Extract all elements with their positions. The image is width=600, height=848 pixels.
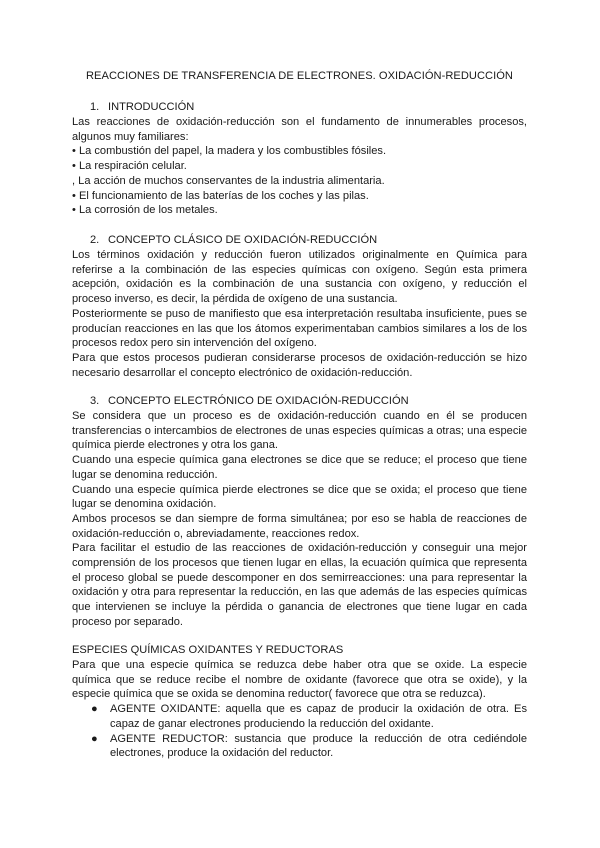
list-item: • El funcionamiento de las baterías de los coches y las pilas. [72, 189, 369, 202]
paragraph: Para que estos procesos pudieran considerarse procesos de oxidación-reducción se hizo necesario desarrollar el concepto electrónico de oxidación-reducción. [72, 351, 527, 379]
section-1-heading [90, 100, 194, 115]
section-1-title: INTRODUCCIÓN [108, 101, 195, 113]
paragraph: Posteriormente se puso de manifiesto que esa interpretación resultaba insuficiente, pues se producían reacciones en las que los átomos experimentaban cambios similares a los de los procesos redox pero sin intervención del oxígeno. [72, 307, 527, 350]
document-title: REACCIONES DE TRANSFERENCIA DE ELECTRONES. OXIDACIÓN-REDUCCIÓN [86, 70, 513, 82]
list-item [72, 732, 527, 761]
paragraph: Cuando una especie química gana electrones se dice que se reduce; el proceso que tiene lugar se denomina reducción. [72, 454, 527, 481]
section-2-title: CONCEPTO CLÁSICO DE OXIDACIÓN-REDUCCIÓN [108, 234, 378, 246]
list-item: • La combustión del papel, la madera y los combustibles fósiles. [72, 145, 387, 158]
list-item: • La respiración celular. [72, 160, 187, 173]
paragraph: Cuando una especie química pierde electrones se dice que se oxida; el proceso que tiene lugar se denomina oxidación. [72, 483, 527, 511]
section-1-number: 1. [90, 101, 100, 113]
paragraph: Ambos procesos se dan siempre de forma simultánea; por eso se habla de reacciones de oxidación-reducción o, abreviadamente, reacciones redox. [72, 512, 527, 540]
list-item [72, 702, 527, 731]
paragraph: Se considera que un proceso es de oxidación-reducción cuando en él se producen transferencias o intercambios de electrones de unas especies químicas a otras; una especie química pierde electrones y otra los gana. [72, 410, 527, 452]
section-3-title: CONCEPTO ELECTRÓNICO DE OXIDACIÓN-REDUCCIÓN [108, 395, 409, 407]
list-item: , La acción de muchos conservantes de la industria alimentaria. [72, 174, 385, 187]
bullet-icon: ● [91, 703, 98, 716]
section-3-number: 3. [90, 395, 100, 407]
bullet-icon: ● [91, 732, 98, 745]
section-2-heading [90, 233, 377, 248]
paragraph: Los términos oxidación y reducción fueron utilizados originalmente en Química para referirse a la combinación de las especies químicas con oxígeno. Según esta primera acepción, oxidación es la combinación de una sustancia con oxígeno, y reducción el proceso inverso, es decir, la pérdida de oxígeno de una sustancia. [72, 249, 527, 306]
agent-oxidante-text: AGENTE OXIDANTE: aquella que es capaz de producir la oxidación de otra. Es capaz de ganar electrones produciendo la reducción del oxidante. [110, 703, 527, 730]
paragraph: Para facilitar el estudio de las reacciones de oxidación-reducción y conseguir una mejor comprensión de los procesos que tienen lugar en ellas, la ecuación química que representa el proceso global se puede descomponer en dos semirreacciones: una para representar la oxidación y otra para representar la reducción, en las que además de las especies químicas que intervienen se incluye la pérdida o ganancia de electrones que tiene lugar en cada proceso por separado. [72, 542, 527, 628]
section-4-heading [72, 643, 343, 658]
list-item: • La corrosión de los metales. [72, 204, 218, 217]
section-4-title: ESPECIES QUÍMICAS OXIDANTES Y REDUCTORAS [72, 644, 344, 656]
section-1-intro: Las reacciones de oxidación-reducción son el fundamento de innumerables procesos, algunos muy familiares: [72, 116, 527, 143]
agents-list [72, 702, 527, 761]
section-1-body [72, 115, 527, 218]
section-2-number: 2. [90, 234, 100, 246]
section-2-body [72, 248, 527, 380]
section-3-body [72, 409, 527, 630]
agent-reductor-text: AGENTE REDUCTOR: sustancia que produce la reducción de otra cediéndole electrones, produce la oxidación del reductor. [110, 732, 527, 760]
section-3-heading [90, 394, 409, 409]
paragraph: Para que una especie química se reduzca debe haber otra que se oxide. La especie química que se reduce recibe el nombre de oxidante (favorece que otra se oxide), y la especie química que se oxida se denomina reductor( favorece que otra se reduzca). [72, 659, 527, 701]
section-4-body [72, 658, 527, 761]
